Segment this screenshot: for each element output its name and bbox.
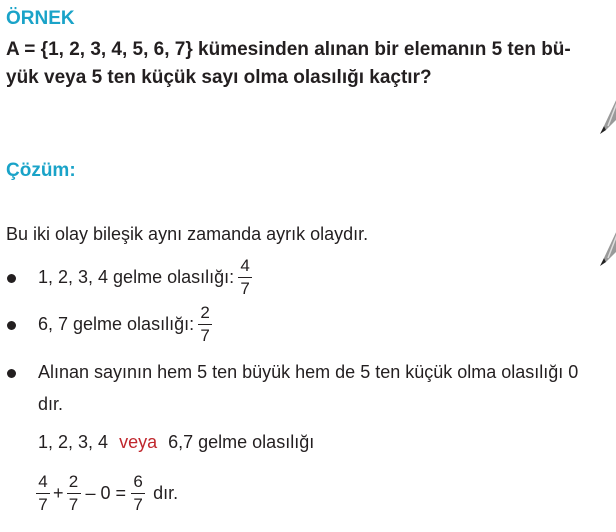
bullet-dot: [7, 321, 16, 330]
equation-fraction-2: [67, 472, 81, 515]
intro-text: Bu iki olay bileşik aynı zamanda ayrık olaydır.: [6, 224, 369, 244]
bullet-2-fraction: [198, 303, 212, 346]
fraction-numerator: 6: [133, 472, 143, 491]
combo-part-1: 1, 2, 3, 4: [38, 432, 109, 452]
bullet-1-text: 1, 2, 3, 4 gelme olasılığı:: [38, 267, 235, 288]
fraction-denominator: 7: [240, 279, 250, 299]
equation-fraction-1: [36, 472, 50, 515]
fraction-denominator: 7: [133, 495, 143, 515]
equation-suffix: dır.: [153, 483, 179, 504]
question-line-2: yük veya 5 ten küçük sayı olma olasılığı kaçtır?: [6, 67, 432, 88]
bullet-item-1: [38, 256, 252, 299]
fraction-numerator: 4: [240, 256, 250, 275]
pencil-icon: [600, 96, 616, 134]
fraction-denominator: 7: [200, 326, 210, 346]
fraction-denominator: 7: [68, 495, 79, 515]
equation-result-fraction: [131, 472, 145, 515]
bullet-dot: [7, 369, 16, 378]
bullet-item-2: [38, 303, 212, 346]
combo-connector: veya: [119, 432, 158, 452]
equation: [36, 472, 178, 515]
question-line-1: A = {1, 2, 3, 4, 5, 6, 7} kümesinden alınan bir elemanın 5 ten bü-: [6, 39, 571, 60]
plus-sign: +: [53, 483, 64, 504]
bullet-3-line-1: Alınan sayının hem 5 ten büyük hem de 5 ten küçük olma olasılığı 0: [38, 362, 579, 382]
example-title: ÖRNEK: [6, 8, 75, 29]
bullet-dot: [7, 274, 16, 283]
fraction-numerator: 2: [68, 472, 79, 491]
solution-title: Çözüm:: [6, 160, 76, 181]
bullet-3-line-2: dır.: [38, 394, 64, 414]
fraction-numerator: 4: [38, 472, 48, 491]
fraction-denominator: 7: [38, 495, 48, 515]
minus-zero-equals: – 0 =: [85, 483, 127, 504]
bullet-2-text: 6, 7 gelme olasılığı:: [38, 314, 195, 335]
combo-part-2: 6,7 gelme olasılığı: [168, 432, 315, 452]
fraction-numerator: 2: [200, 303, 210, 322]
pencil-icon: [600, 228, 616, 266]
combo-line: [38, 432, 314, 453]
bullet-1-fraction: [238, 256, 252, 299]
